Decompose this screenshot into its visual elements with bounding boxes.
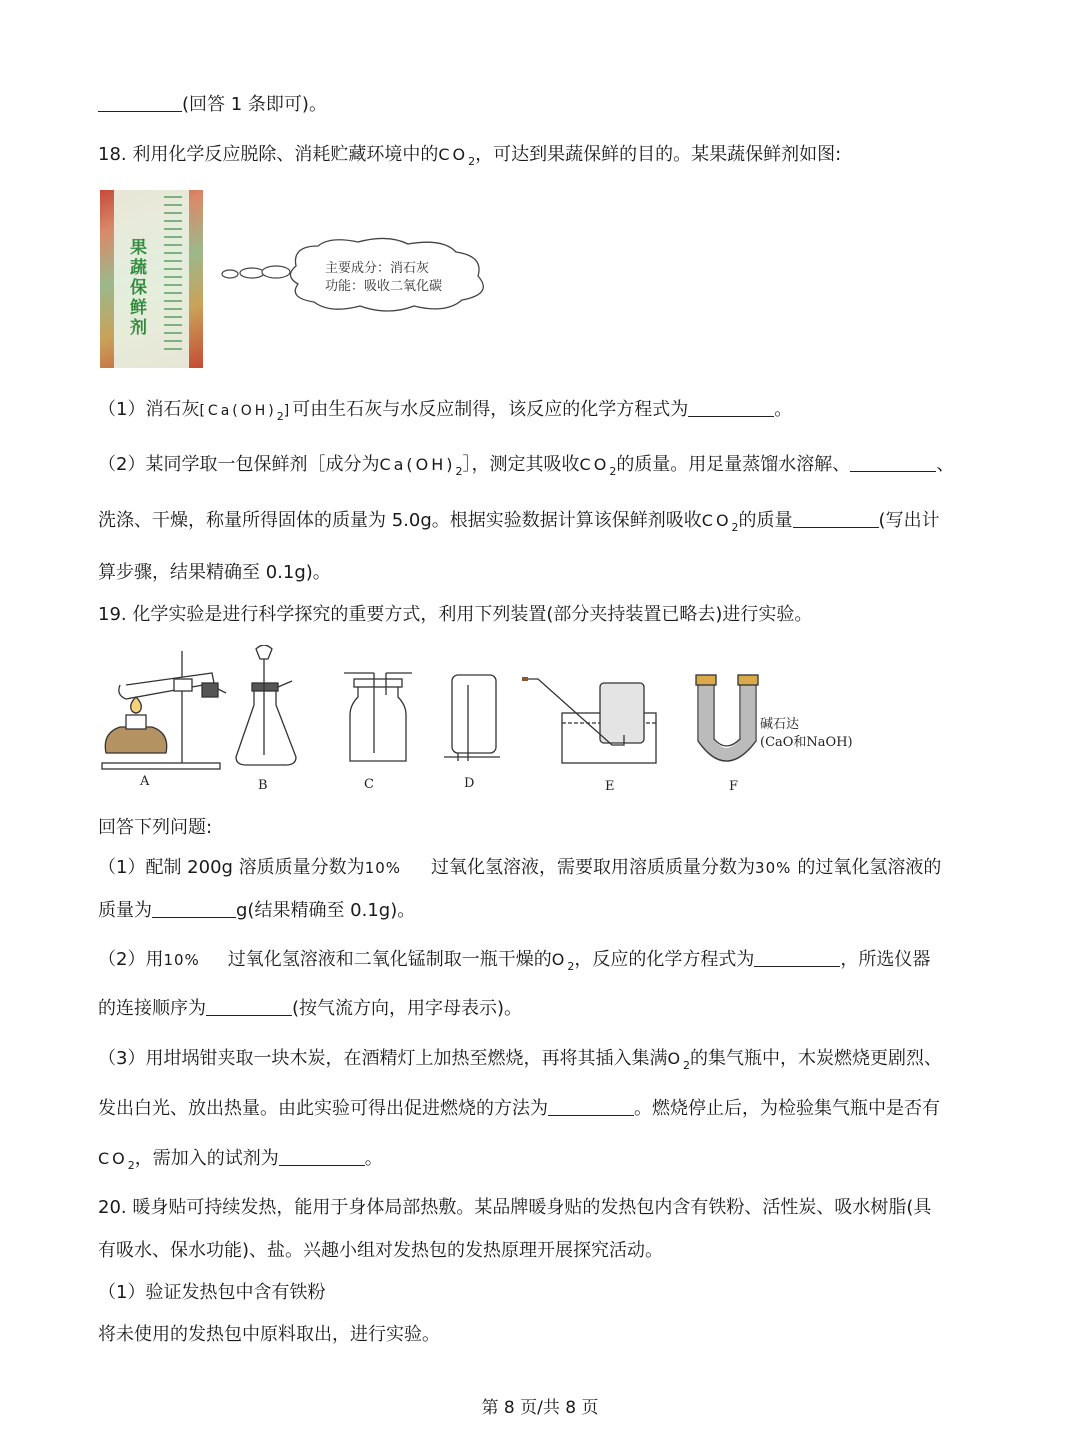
question-20-text: 将未使用的发热包中原料取出，进行实验。 [98,1324,440,1345]
apparatus-a [102,651,226,769]
answer-blank[interactable] [548,1097,634,1116]
apparatus-d [444,675,500,761]
text-line: (回答 1 条即可)。 [98,92,327,118]
label-a: A [140,774,150,789]
label-d: D [464,776,475,791]
label-b: B [258,778,268,793]
answer-blank[interactable] [206,997,292,1016]
apparatus-e [522,679,656,763]
question-18-part-2-cont: 洗涤、干燥，称量所得固体的质量为 5.0g。根据实验数据计算该保鲜剂吸收$CO_2$的质量 (写出计 [98,510,940,534]
preservative-packet-image [100,190,203,368]
question-19-stem: 19. 化学实验是进行科学探究的重要方式，利用下列装置(部分夹持装置已略去)进行实验。 [98,604,813,625]
packet-label: 果蔬保鲜剂 [126,238,146,338]
question-19-part-3: （3）用坩埚钳夹取一块木炭，在酒精灯上加热至燃烧，再将其插入集满$O_2$的集气瓶中，木炭燃烧更剧烈、 [98,1048,943,1072]
cloud-line-2: 功能：吸收二氧化碳 [325,279,443,294]
label-f: F [729,779,739,794]
question-19-part-2: （2）用10% 过氧化氢溶液和二氧化锰制取一瓶干燥的$O_2$，反应的化学方程式为 ，所选仪器 [98,949,931,973]
answer-blank[interactable] [279,1147,365,1166]
f-note-1: 碱石达 [760,717,800,732]
question-19-part-3-cont: 发出白光、放出热量。由此实验可得出促进燃烧的方法为 。燃烧停止后，为检验集气瓶中是否有 [98,1098,940,1119]
question-18-part-2-end: 算步骤，结果精确至 0.1g)。 [98,562,331,583]
question-19-part-1: （1）配制 200g 溶质质量分数为10% 过氧化氢溶液，需要取用溶质质量分数为30% 的过氧化氢溶液的 [98,857,942,878]
question-20-part-1: （1）验证发热包中含有铁粉 [98,1282,326,1303]
cloud-line-1: 主要成分：消石灰 [325,261,430,276]
question-20-stem-cont: 有吸水、保水功能)、盐。兴趣小组对发热包的发热原理开展探究活动。 [98,1240,664,1261]
answer-blank[interactable] [152,899,236,918]
answer-heading: 回答下列问题: [98,817,213,838]
answer-blank[interactable] [754,948,840,967]
label-e: E [605,779,615,794]
answer-blank[interactable] [850,453,936,472]
apparatus-figure [96,645,876,795]
question-20-stem: 20. 暖身贴可持续发热，能用于身体局部热敷。某品牌暖身贴的发热包内含有铁粉、活性炭、吸水树脂(具 [98,1197,932,1218]
label-c: C [364,777,374,792]
question-19-part-2-cont: 的连接顺序为 (按气流方向，用字母表示)。 [98,998,523,1019]
answer-blank[interactable] [98,93,182,112]
apparatus-b [236,645,296,765]
answer-blank[interactable] [688,398,774,417]
question-18-part-1: （1）消石灰$[Ca(OH)_2]$可由生石灰与水反应制得，该反应的化学方程式为 。 [98,399,793,423]
question-18-stem: 18. 利用化学反应脱除、消耗贮藏环境中的$CO_2$，可达到果蔬保鲜的目的。某果蔬保鲜剂如图: [98,144,842,168]
answer-blank[interactable] [793,509,879,528]
question-19-part-3-end: $CO_2$，需加入的试剂为 。 [98,1148,383,1172]
page-footer: 第 8 页/共 8 页 [481,1398,599,1418]
question-19-part-1-cont: 质量为 g(结果精确至 0.1g)。 [98,900,416,921]
question-18-part-2: （2）某同学取一包保鲜剂［成分为$Ca(OH)_2]$，测定其吸收$CO_2$的质量。用足量蒸馏水溶解、 、 [98,454,955,478]
apparatus-c [344,673,412,761]
f-note-2: (CaO和NaOH) [760,735,853,750]
apparatus-f [696,675,758,761]
